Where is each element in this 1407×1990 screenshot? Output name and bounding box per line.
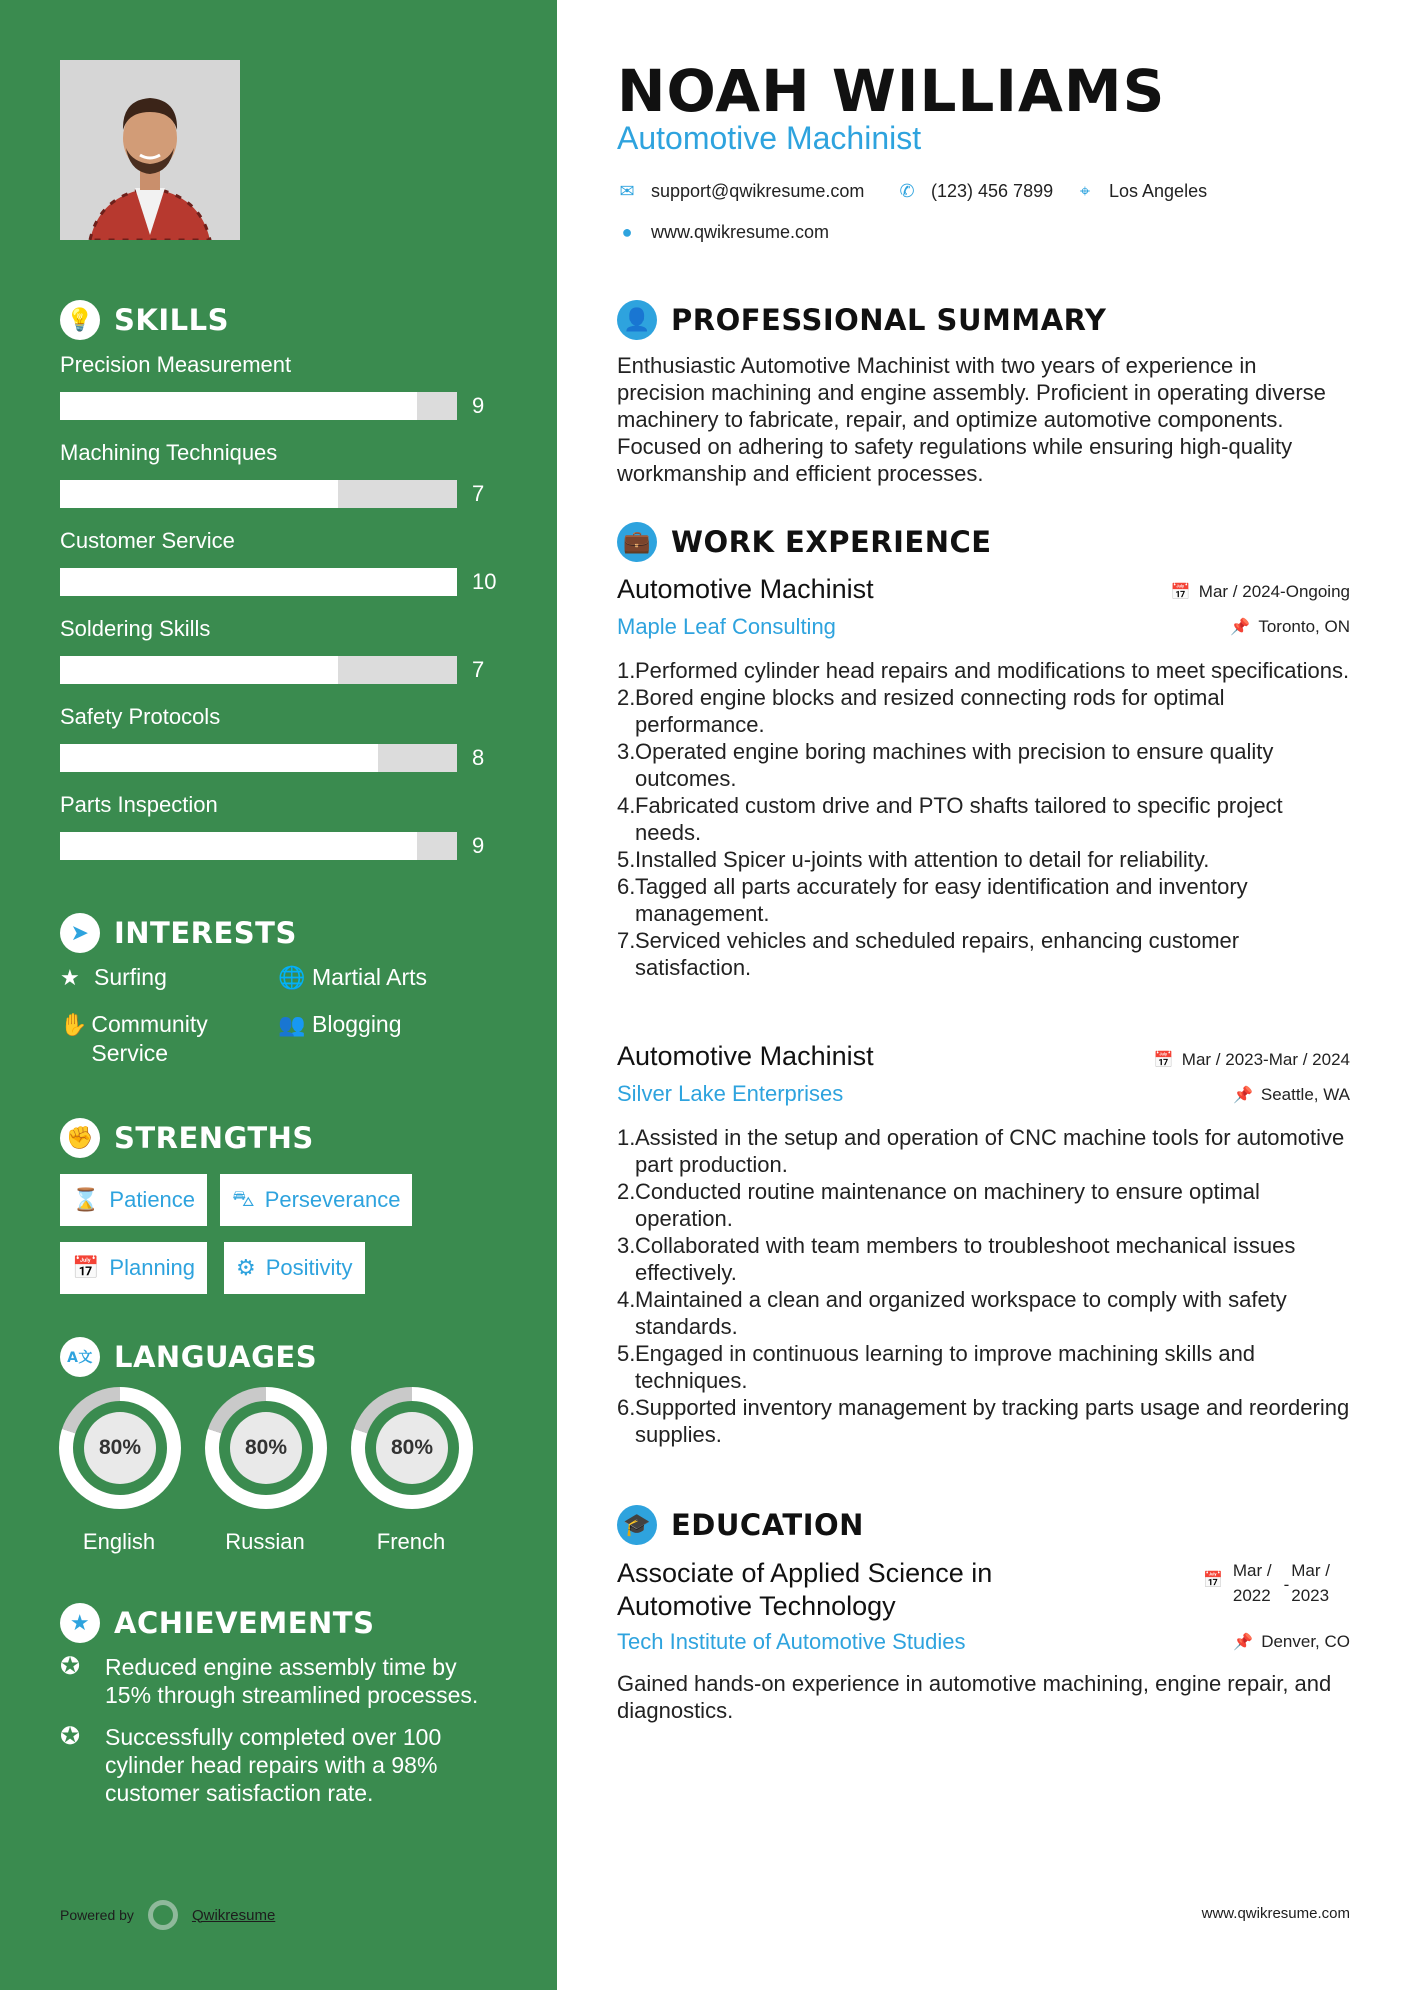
skill-bar-fill <box>60 568 457 596</box>
candidate-name: NOAH WILLIAMS <box>617 57 1166 125</box>
hand-icon: ✋ <box>60 1012 88 1037</box>
map-pin-icon: ⌖ <box>1079 181 1091 201</box>
duty-item: Conducted routine maintenance on machinery to ensure optimal operation. <box>635 1179 1260 1231</box>
paper-plane-icon: ➤ <box>60 913 100 953</box>
skill-label: Machining Techniques <box>60 440 278 465</box>
job-company: Silver Lake Enterprises <box>617 1081 844 1106</box>
job-location-text: Seattle, WA <box>1260 1085 1350 1104</box>
job-location <box>1233 1085 1350 1105</box>
skill-value: 9 <box>472 393 485 418</box>
languages-heading <box>60 1337 317 1377</box>
summary-text: Enthusiastic Automotive Machinist with two years of experience in precision machining and engine assembly. Proficient in operating diverse machinery to fabricate, repair, and optimize automotive components. Focused on adhering to safety regulations while ensuring high-quality workmanship and efficient processes. <box>617 353 1326 486</box>
duty-item: Maintained a clean and organized workspace to comply with safety standards. <box>635 1287 1287 1339</box>
job-location-text: Toronto, ON <box>1258 617 1350 636</box>
calendar-icon: 📅 <box>72 1255 100 1280</box>
skill-bar <box>60 832 457 860</box>
education-date <box>1203 1558 1330 1608</box>
experience-heading <box>617 522 992 562</box>
contact-website[interactable] <box>617 222 829 243</box>
language-name: French <box>376 1529 446 1554</box>
language-ring <box>205 1387 327 1509</box>
profile-photo-image <box>60 60 240 240</box>
skill-bar <box>60 656 457 684</box>
sidebar <box>0 0 557 1990</box>
language-name: English <box>82 1529 156 1554</box>
pushpin-icon: 📌 <box>1232 1087 1253 1104</box>
job-date-text: Mar / 2023-Mar / 2024 <box>1181 1050 1350 1069</box>
interest-item <box>60 1010 250 1068</box>
achievement-text: Successfully completed over 100 cylinder head repairs with a 98% customer satisfaction rate. <box>105 1724 442 1806</box>
skills-heading <box>60 300 229 340</box>
pushpin-icon: 📌 <box>1233 1634 1254 1651</box>
calendar-icon: 📅 <box>1170 584 1191 601</box>
skill-bar <box>60 568 457 596</box>
interest-label: Surfing <box>94 964 167 990</box>
achievement-item <box>60 1723 500 1807</box>
road-icon: ⛍ <box>232 1185 255 1211</box>
education-date-start-year: 2022 <box>1232 1586 1271 1605</box>
language-percent: 80% <box>230 1412 302 1484</box>
duty-item: Performed cylinder head repairs and modifications to meet specifications. <box>635 658 1350 683</box>
lightbulb-icon: 💡 <box>60 300 100 340</box>
powered-by-label: Powered by <box>60 1907 134 1923</box>
skill-bar-fill <box>60 480 338 508</box>
duty-item: Assisted in the setup and operation of CNC machine tools for automotive part production. <box>635 1125 1345 1177</box>
education-date-end <box>1291 1558 1330 1608</box>
summary-heading <box>617 300 1106 340</box>
job-company: Maple Leaf Consulting <box>617 614 836 639</box>
graduation-cap-icon: 🎓 <box>617 1505 657 1545</box>
language-ring <box>351 1387 473 1509</box>
skill-bar-fill <box>60 744 378 772</box>
footer-url[interactable]: www.qwikresume.com <box>1201 1905 1350 1922</box>
skill-label: Customer Service <box>60 528 235 553</box>
calendar-icon: 📅 <box>1202 1572 1223 1589</box>
skill-value: 7 <box>472 481 485 506</box>
profile-photo <box>60 60 240 240</box>
envelope-icon: ✉ <box>619 181 635 201</box>
globe-icon: 🌐 <box>278 965 306 990</box>
skill-value: 8 <box>472 745 485 770</box>
duty-item: Serviced vehicles and scheduled repairs, enhancing customer satisfaction. <box>635 928 1240 980</box>
language-name: Russian <box>225 1529 305 1554</box>
duty-item: Fabricated custom drive and PTO shafts tailored to specific project needs. <box>635 793 1283 845</box>
interest-label: Blogging <box>312 1011 402 1037</box>
strengths-heading <box>60 1118 314 1158</box>
job-location <box>1230 617 1350 637</box>
skill-bar-fill <box>60 656 338 684</box>
achievement-text: Reduced engine assembly time by 15% through streamlined processes. <box>105 1654 479 1708</box>
skill-value: 9 <box>472 833 485 858</box>
strength-label: Positivity <box>265 1255 353 1280</box>
education-location-text: Denver, CO <box>1261 1632 1350 1651</box>
star-icon: ✪ <box>60 1653 81 1680</box>
duty-item: Supported inventory management by tracking parts usage and reordering supplies. <box>635 1395 1350 1447</box>
language-item <box>351 1387 471 1555</box>
experience-title: WORK EXPERIENCE <box>671 525 992 559</box>
job-title: Automotive Machinist <box>617 1041 874 1071</box>
education-title: EDUCATION <box>671 1508 864 1542</box>
education-date-end-year: 2023 <box>1291 1586 1330 1605</box>
skill-label: Precision Measurement <box>60 352 292 377</box>
phone-text: (123) 456 7899 <box>931 181 1054 201</box>
skill-label: Parts Inspection <box>60 792 218 817</box>
skills-title: SKILLS <box>114 303 229 337</box>
skill-value: 10 <box>472 569 497 594</box>
strength-tag <box>220 1174 412 1226</box>
powered-by <box>60 1900 275 1930</box>
education-date-start <box>1233 1558 1272 1608</box>
globe-icon: ● <box>621 222 633 242</box>
star-icon: ✪ <box>60 1723 81 1750</box>
duty-item: Bored engine blocks and resized connecting rods for optimal performance. <box>635 685 1225 737</box>
pushpin-icon: 📌 <box>1230 619 1251 636</box>
duty-item: Tagged all parts accurately for easy identification and inventory management. <box>635 874 1248 926</box>
skill-value: 7 <box>472 657 485 682</box>
skill-bar <box>60 480 457 508</box>
strength-label: Perseverance <box>264 1187 401 1212</box>
qwikresume-link[interactable]: Qwikresume <box>191 1906 276 1924</box>
interest-item <box>60 963 260 992</box>
candidate-role: Automotive Machinist <box>617 120 922 156</box>
interest-label: Martial Arts <box>312 964 428 990</box>
achievements-heading <box>60 1603 374 1643</box>
skill-bar-fill <box>60 832 417 860</box>
job-date-text: Mar / 2024-Ongoing <box>1198 582 1350 601</box>
strength-tag <box>60 1242 207 1294</box>
sun-icon: ⚙ <box>236 1255 256 1280</box>
qwikresume-logo-icon <box>148 1900 178 1930</box>
interests-title: INTERESTS <box>114 916 297 950</box>
skill-bar-fill <box>60 392 417 420</box>
languages-title: LANGUAGES <box>114 1340 318 1374</box>
email-text: support@qwikresume.com <box>651 181 865 201</box>
user-icon: 👤 <box>617 300 657 340</box>
fist-icon: ✊ <box>60 1118 100 1158</box>
education-heading <box>617 1505 864 1545</box>
translate-icon: A文 <box>60 1337 100 1377</box>
language-ring <box>59 1387 181 1509</box>
education-school: Tech Institute of Automotive Studies <box>617 1629 966 1654</box>
duty-item: Installed Spicer u-joints with attention to detail for reliability. <box>635 847 1210 872</box>
calendar-icon: 📅 <box>1153 1052 1174 1069</box>
strength-label: Planning <box>109 1255 196 1280</box>
job-title: Automotive Machinist <box>617 574 874 604</box>
language-percent: 80% <box>376 1412 448 1484</box>
duty-item: Collaborated with team members to troubleshoot mechanical issues effectively. <box>635 1233 1296 1285</box>
skill-bar <box>60 392 457 420</box>
job-duties <box>617 657 1350 981</box>
interest-label: Community Service <box>91 1011 208 1066</box>
interest-item <box>278 1010 498 1039</box>
duty-item: Engaged in continuous learning to improve machining skills and techniques. <box>635 1341 1256 1393</box>
job-date <box>1171 582 1350 602</box>
achievements-title: ACHIEVEMENTS <box>114 1606 375 1640</box>
briefcase-icon: 💼 <box>617 522 657 562</box>
strengths-title: STRENGTHS <box>114 1121 314 1155</box>
education-location <box>1233 1632 1350 1652</box>
users-icon: 👥 <box>278 1012 306 1037</box>
hourglass-icon: ⌛ <box>72 1187 100 1212</box>
job-duties <box>617 1124 1350 1448</box>
achievement-item <box>60 1653 500 1709</box>
skill-label: Soldering Skills <box>60 616 211 641</box>
location-text: Los Angeles <box>1109 181 1208 201</box>
contact-phone[interactable] <box>897 181 1053 202</box>
strength-tag <box>60 1174 207 1226</box>
contact-email[interactable] <box>617 181 864 202</box>
strength-tag <box>224 1242 365 1294</box>
skill-label: Safety Protocols <box>60 704 221 729</box>
education-date-start-month: Mar / <box>1232 1561 1272 1580</box>
trophy-star-icon: ★ <box>60 1603 100 1643</box>
phone-icon: ✆ <box>899 181 915 201</box>
contact-location <box>1075 181 1207 202</box>
education-date-separator: - <box>1283 1575 1290 1594</box>
summary-title: PROFESSIONAL SUMMARY <box>671 303 1107 337</box>
strength-label: Patience <box>109 1187 196 1212</box>
skill-bar <box>60 744 457 772</box>
education-degree: Associate of Applied Science in Automotive Technology <box>617 1558 993 1621</box>
star-icon: ★ <box>60 965 80 990</box>
website-text: www.qwikresume.com <box>651 222 830 242</box>
job-date <box>1154 1050 1350 1070</box>
education-description: Gained hands-on experience in automotive machining, engine repair, and diagnostics. <box>617 1671 1332 1723</box>
interest-item <box>278 963 498 992</box>
duty-item: Operated engine boring machines with precision to ensure quality outcomes. <box>635 739 1274 791</box>
language-item <box>205 1387 325 1555</box>
education-date-end-month: Mar / <box>1291 1561 1330 1580</box>
interests-heading <box>60 913 297 953</box>
language-item <box>59 1387 179 1555</box>
language-percent: 80% <box>84 1412 156 1484</box>
